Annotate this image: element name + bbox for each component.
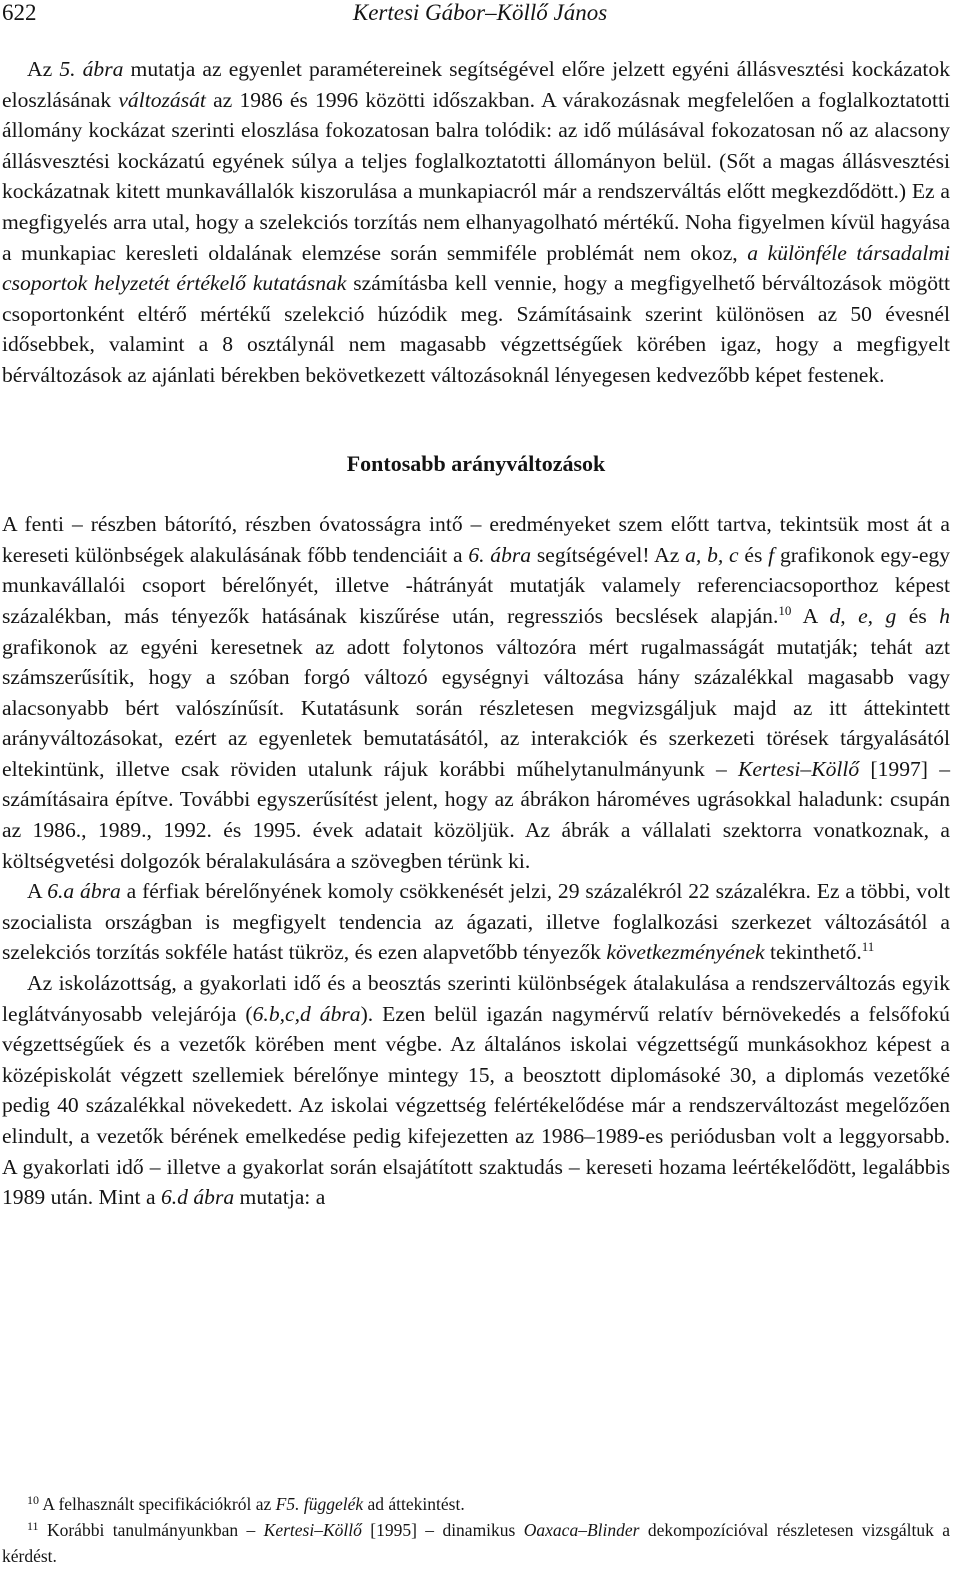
text-span: ad áttekintést. [363,1494,465,1514]
text-span: A [27,879,48,904]
footnotes [2,1491,950,1569]
figure-reference: 6. ábra [468,542,532,567]
figure-reference: 6.d ábra [160,1185,235,1210]
paragraph-3 [2,876,950,968]
footnote-marker: 10 [778,602,792,618]
text-span: A [791,603,830,628]
text-span: grafikonok az egyéni keresetnek az adott folytonos változóra mért rugalmasságát mutatják; tehát azt számszerűsítik, hogy a szóban forgó változó egységnyi változása hány százalékkal magasabb vagy alacsonyabb bért valószínűsít. Kutatásunk során részletesen megvizsgáljuk majd az itt áttekintett arányváltozásokat, ezért az egyenletek bemutatásától, az interakciók és szerkezeti törések tárgyalásától eltekintünk, illetve csak röviden utalunk rájuk korábbi műhelytanulmányunk – [2,634,950,781]
text-span: A felhasznált specifikációkról az [39,1494,276,1514]
text-span: [1997] – számításaira építve. További egyszerűsítést jelent, hogy az ábrákon hároméves ugrásokkal haladunk: csupán az 1986., 1989., 1992. és 1995. évek adatait közöljük. Az ábrák a vállalati szektorra vonatkoznak, a költségvetési dolgozók béralakulására a szövegben térünk ki. [2,756,951,873]
paragraph-2 [2,509,950,876]
text-span: mutatja az egyenlet paramétereinek segítségével előre jelzett egyéni állásvesztési kockázatok eloszlásának [2,57,950,112]
emphasis: a különféle társadalmi csoportok helyzetét értékelő kutatásnak [2,240,950,296]
citation-authors: Kertesi–Köllő [738,756,860,781]
emphasis: következményének [606,940,765,965]
text-span: és [896,603,940,628]
figure-reference: 6.b,c,d ábra [252,1001,361,1026]
text-span: Korábbi tanulmányunkban – [38,1520,264,1540]
text-span: Az iskolázottság, a gyakorlati idő és a beosztás szerinti különbségek átalakulása a rendszerváltozás egyik leglátványosabb velejárója ( [2,971,950,1026]
text-span: dekompozícióval részletesen vizsgáltuk a kérdést. [2,1520,951,1566]
text-span: számításba kell vennie, hogy a megfigyelhető bérváltozások mögött csoportonként eltérő mértékű szelekció húzódik meg. Számításaink szerint különösen az 50 évesnél idősebbek, valamint a 8 osztálynál nem magasabb végzettségűek körében igaz, hogy a megfigyelt bérváltozások az ajánlati bérekben bekövetkezett változásoknál lényegesen kedvezőbb képet festenek. [2,271,950,387]
text-span: mutatja: a [234,1185,326,1210]
footnote-number: 11 [27,1519,39,1533]
text-span: ). Ezen belül igazán nagymérvű relatív bérnövekedés a felsőfokú végzettségűek és a vezetők körében ment végbe. Az általános iskolai végzettségű munkásokhoz képest a középiskolát végzett szellemiek bérelőnye mintegy 15, a beosztott diplomásoké 30, a diplomás vezetőké pedig 40 százalékkal növekedett. Az iskolai végzettség felértékelődése már a rendszerváltozást megelőzően elindult, a vezetők bérének emelkedése pedig kifejezetten az 1986–1989-es periódusban volt a leggyorsabb. A gyakorlati idő – illetve a gyakorlat során elsajátított szaktudás – kereseti hozama leértékelődött, legalábbis 1989 után. Mint a [2,1001,950,1210]
emphasis: h [939,603,950,628]
text-span: segítségével! Az [531,542,686,567]
page-number: 622 [2,0,37,25]
emphasis: Oaxaca–Blinder [523,1520,640,1540]
text-span: [1995] – dinamikus [361,1520,524,1540]
text-span: Az [27,57,60,81]
text-span: és [738,542,769,567]
citation-authors: Kertesi–Köllő [263,1520,362,1540]
text-span: tekinthető. [764,940,862,965]
figure-reference: 5. ábra [59,57,124,81]
section-heading: Fontosabb arányváltozások [346,450,606,476]
emphasis: d, e, g [829,603,897,628]
emphasis: változását [118,87,206,112]
footnote-11 [2,1517,950,1569]
footnote-number: 10 [27,1493,39,1507]
figure-reference: 6.a ábra [47,879,121,904]
text-span: az 1986 és 1996 közötti időszakban. A várakozásnak megfelelően a foglalkoztatotti állomány kockázat szerinti eloszlása fokozatosan balra tolódik: az idő múlásával fokozatosan nő az alacsony állásvesztési kockázatú egyének súlya a teljes foglalkoztatotti állományon belül. (Sőt a magas állásvesztési kockázatnak kitett munkavállalók kiszorulása a munkapiacról már a rendszerváltás előtt megkezdődött.) Ez a megfigyelés arra utal, hogy a szelekciós torzítás nem elhanyagolható mértékű. Noha figyelmen kívül hagyása a munkapiac keresleti oldalának elemzése során semmiféle problémát nem okoz, [2,87,950,265]
text-span: a férfiak bérelőnyének komoly csökkenését jelzi, 29 százalékról 22 százalékra. Ez a többi, volt szocialista országban is megfigyelt tendencia az ágazati, illetve foglalkozási szerkezet változásától a szelekciós torzítás sokféle hatást tükröz, és ezen alapvetőbb tényezők [2,879,950,965]
footnote-marker: 11 [861,939,875,955]
emphasis: f [768,542,775,567]
footnote-10 [2,1491,950,1517]
running-title: Kertesi Gábor–Köllő János [352,0,608,25]
body-text [2,54,950,1213]
running-header [0,0,960,30]
paragraph-4 [2,968,950,1213]
paragraph-1 [2,54,950,391]
emphasis: F5. függelék [275,1494,364,1514]
text-span: A fenti – részben bátorító, részben óvatosságra intő – eredményeket szem előtt tartva, tekintsük most át a kereseti különbségek alakulásának főbb tendenciáit a [2,512,950,567]
text-span: grafikonok egy-egy munkavállalói csoport bérelőnyét, illetve -hátrányát mutatják valamely referenciacsoporthoz képest százalékban, más tényezők hatásának kiszűrése után, regressziós becslések alapján. [2,542,951,628]
emphasis: a, b, c [685,542,739,567]
